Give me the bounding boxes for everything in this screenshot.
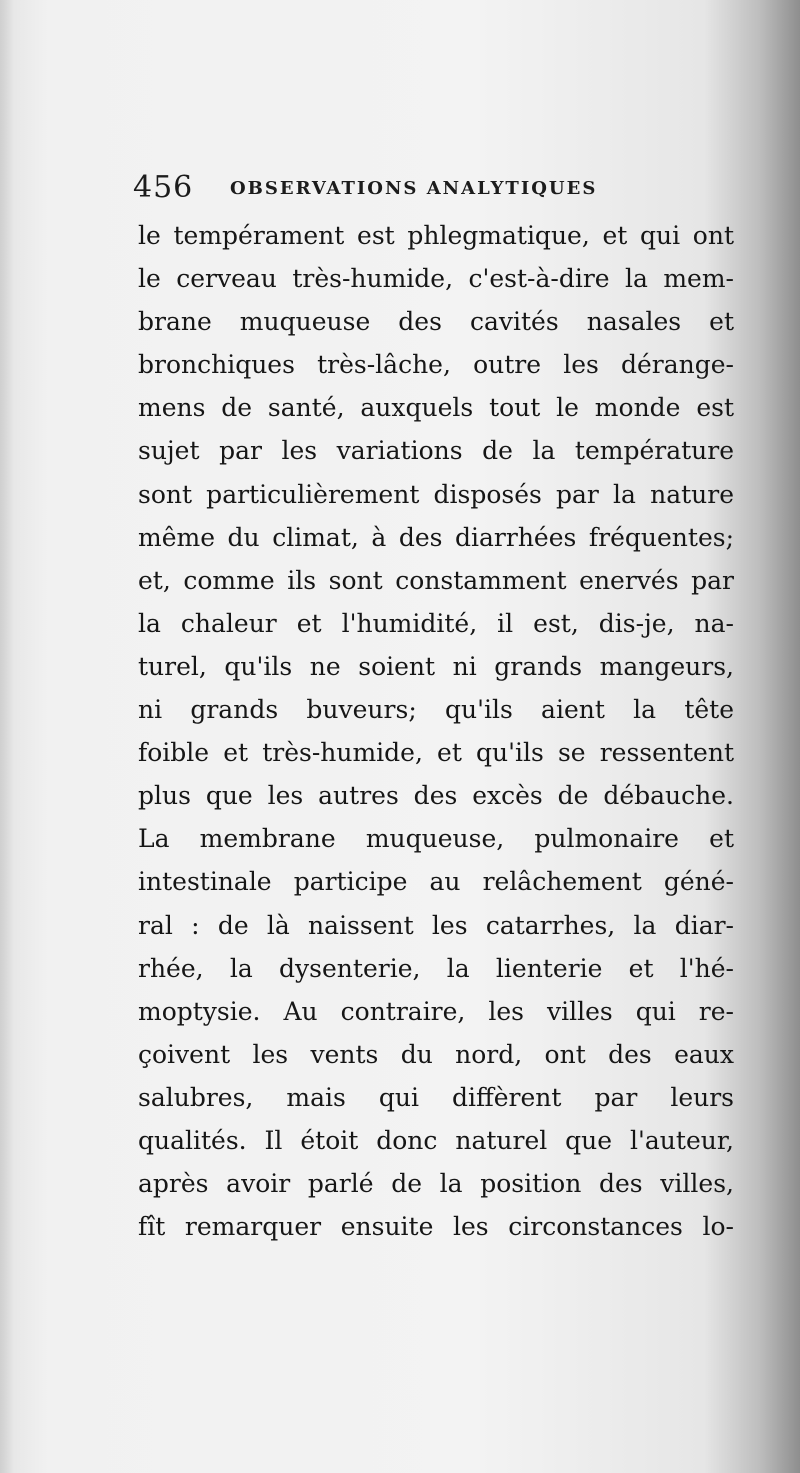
text-line: ni grands buveurs; qu'ils aient la tête	[138, 695, 734, 725]
text-line: plus que les autres des excès de débauche.	[138, 781, 734, 811]
text-line: intestinale participe au relâchement géné-	[138, 867, 734, 897]
text-line: le cerveau très-humide, c'est-à-dire la mem-	[138, 264, 734, 294]
text-line: et, comme ils sont constamment enervés par	[138, 565, 734, 595]
page-header	[133, 170, 733, 210]
page-number: 456	[133, 170, 194, 205]
text-line: turel, qu'ils ne soient ni grands mangeurs,	[138, 651, 734, 681]
text-line: salubres, mais qui diffèrent par leurs	[138, 1082, 734, 1112]
text-line: ral : de là naissent les catarrhes, la diar-	[138, 910, 734, 940]
text-line: sont particulièrement disposés par la nature	[138, 479, 734, 509]
text-line: mens de santé, auxquels tout le monde est	[138, 393, 734, 423]
running-title: OBSERVATIONS ANALYTIQUES	[230, 178, 598, 199]
body-text	[138, 214, 734, 1248]
text-line: La membrane muqueuse, pulmonaire et	[138, 824, 734, 854]
text-line: après avoir parlé de la position des villes,	[138, 1169, 734, 1199]
text-line: foible et très-humide, et qu'ils se ressentent	[138, 738, 734, 768]
text-line: la chaleur et l'humidité, il est, dis-je, na-	[138, 608, 734, 638]
text-line: brane muqueuse des cavités nasales et	[138, 307, 734, 337]
text-line: çoivent les vents du nord, ont des eaux	[138, 1039, 734, 1069]
text-line: même du climat, à des diarrhées fréquentes;	[138, 522, 734, 552]
text-line: qualités. Il étoit donc naturel que l'auteur,	[138, 1125, 734, 1155]
text-line: sujet par les variations de la température	[138, 436, 734, 466]
text-line: moptysie. Au contraire, les villes qui re-	[138, 996, 734, 1026]
text-line: bronchiques très-lâche, outre les dérange-	[138, 350, 734, 380]
text-line: fît remarquer ensuite les circonstances lo-	[138, 1212, 734, 1242]
text-line: le tempérament est phlegmatique, et qui ont	[138, 221, 734, 250]
text-line: rhée, la dysenterie, la lienterie et l'hé-	[138, 953, 734, 983]
